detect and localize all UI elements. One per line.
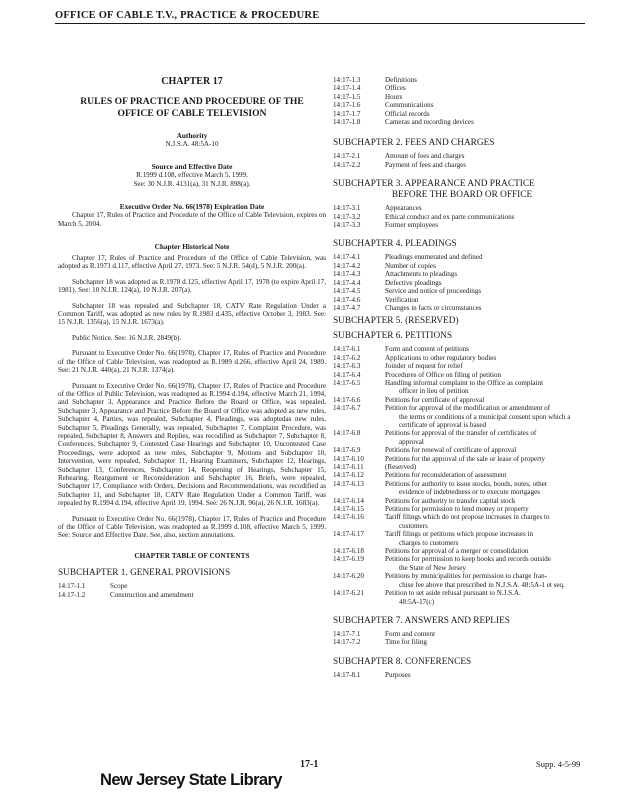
section-number: 14:17-6.3 [333, 362, 361, 371]
section-title-text: Official records [385, 109, 430, 118]
source-heading: Source and Effective Date [151, 162, 233, 172]
section-number: 14:17-6.11 [333, 463, 364, 471]
history-paragraph: Subchapter 18 was repealed and Subchapter 18, CATV Rate Regulation Under a Common Tariff, was adopted as new rules by R.1983 d.435, effective October 3, 1983. See: 15 N.J.R. 1356(a), 15 N.J.R. 1673(a). [58, 301, 326, 327]
section-title [385, 296, 591, 304]
section-title-text: Petitions for reconsideration of assessment [385, 471, 507, 480]
section-title-text: Petitions for approval of a merger or consolidation [385, 547, 529, 556]
toc-right [333, 138, 591, 679]
toc-entry[interactable] [333, 589, 591, 606]
section-title-text: Petitions for permission to lend money or property [385, 505, 529, 514]
section-title-continuation: the terms or conditions of a municipal consent upon which a certificate of approval is based [399, 412, 571, 429]
chapter-title: RULES OF PRACTICE AND PROCEDURE OF THE OFFICE OF CABLE TELEVISION [80, 96, 304, 119]
toc-entry[interactable] [333, 505, 591, 513]
supplement-date: Supp. 4-5-99 [536, 759, 581, 769]
section-title-text: Service and notice of proceedings [385, 287, 482, 296]
section-title [385, 221, 591, 229]
section-title-text: Applications to other regulatory bodies [385, 353, 497, 362]
section-number: 14:17-1.4 [333, 84, 361, 93]
section-title-text: Attachments to pleadings [385, 270, 458, 279]
section-title-text: Form and content [385, 629, 436, 638]
section-title-text: Defective pleadings [385, 278, 442, 287]
section-title-text: Changes in facts or circumstances [385, 303, 482, 312]
section-title [385, 480, 591, 497]
history-heading: Chapter Historical Note [154, 242, 230, 252]
subchapter-heading[interactable] [333, 239, 591, 250]
source-line-1: R.1999 d.108, effective March 5, 1999. [136, 171, 248, 180]
subchapter-title: SUBCHAPTER 3. APPEARANCE AND PRACTICE [333, 179, 535, 190]
toc-entry[interactable] [333, 101, 591, 109]
toc-entry[interactable] [333, 362, 591, 370]
section-number: 14:17-2.1 [333, 152, 361, 161]
section-title-text: Time for filing [385, 638, 427, 647]
section-title [385, 671, 591, 679]
subchapter-title: SUBCHAPTER 1. GENERAL PROVISIONS [58, 568, 231, 579]
section-title [385, 455, 591, 463]
section-title-text: Scope [110, 582, 128, 591]
section-title [385, 513, 591, 530]
section-title [385, 630, 591, 638]
toc-entry[interactable] [333, 262, 591, 270]
section-title [385, 497, 591, 505]
toc-entry[interactable] [333, 379, 591, 396]
subchapter-title: SUBCHAPTER 5. (RESERVED) [333, 316, 459, 327]
toc-entry[interactable] [333, 93, 591, 101]
section-number: 14:17-6.16 [333, 513, 364, 522]
section-number: 14:17-1.6 [333, 101, 361, 110]
section-title-continuation: 48:5A-17(c) [399, 597, 435, 606]
section-title [385, 118, 591, 126]
toc-entry[interactable] [333, 76, 591, 84]
section-title [385, 471, 591, 479]
section-number: 14:17-1.1 [58, 582, 86, 591]
history-paragraph: Pursuant to Executive Order No. 66(1978), Chapter 17, Rules of Practice and Procedure of the Office of Cable Television, was readopted as R.1989 d.266, effective April 24, 1989. See: 21 N.J.R. 440(a), 21 N.J.R. 1374(a). [58, 349, 326, 375]
section-title [385, 404, 591, 429]
executive-order-text: Chapter 17, Rules of Practice and Procedure of the Office of Cable Television, expires on March 5, 2004. [58, 211, 326, 228]
section-number: 14:17-6.19 [333, 555, 364, 564]
section-title-text: Offices [385, 84, 406, 93]
toc-entry[interactable] [333, 213, 591, 221]
section-title [110, 591, 326, 599]
section-number: 14:17-6.21 [333, 589, 364, 598]
left-column [58, 76, 326, 599]
authority-text: N.J.S.A. 48:5A-10 [165, 140, 219, 148]
section-title-text: Petitions for renewal of certificate of approval [385, 446, 517, 455]
section-title-continuation: chise fee above that prescribed in N.J.S.A. 48:5A-1 et seq. [399, 580, 565, 589]
section-title [385, 304, 591, 312]
section-title-text: Number of copies [385, 261, 436, 270]
section-title-text: Petitions for authority to transfer capital stock [385, 496, 516, 505]
section-title-text: Petitions for approval of the transfer of certificates of [385, 429, 537, 438]
toc-entry[interactable] [333, 630, 591, 638]
subchapter-heading[interactable] [333, 316, 591, 327]
subchapter-heading[interactable] [333, 331, 591, 342]
running-header: OFFICE OF CABLE T.V., PRACTICE & PROCEDURE [55, 10, 585, 24]
section-title-text: Amount of fees and charges [385, 152, 465, 161]
section-number: 14:17-6.5 [333, 378, 361, 387]
chapter-number: CHAPTER 17 [161, 76, 223, 87]
section-number: 14:17-3.2 [333, 212, 361, 221]
section-number: 14:17-6.13 [333, 479, 364, 488]
section-number: 14:17-1.3 [333, 76, 361, 84]
section-title [385, 589, 591, 606]
toc-entry[interactable] [333, 345, 591, 353]
section-title [385, 396, 591, 404]
section-number: 14:17-1.2 [58, 590, 86, 599]
section-number: 14:17-6.14 [333, 496, 364, 505]
toc-entry[interactable] [333, 110, 591, 118]
section-title-continuation: evidence of indebtedness or to execute mortgages [399, 488, 541, 497]
history-notes [58, 254, 326, 540]
subchapter-title: SUBCHAPTER 2. FEES AND CHARGES [333, 138, 495, 149]
toc-entry[interactable] [58, 582, 326, 590]
section-title-text: Form and content of petitions [385, 345, 469, 354]
section-title-text: Petitions for permission to keep books and records outside [385, 555, 551, 564]
section-number: 14:17-6.2 [333, 353, 361, 362]
section-number: 14:17-6.9 [333, 446, 361, 455]
section-number: 14:17-4.6 [333, 295, 361, 304]
section-title [385, 101, 591, 109]
toc-entry[interactable] [333, 497, 591, 505]
toc-entry[interactable] [333, 455, 591, 463]
section-title [385, 270, 591, 278]
toc-entry[interactable] [333, 304, 591, 312]
section-title [385, 213, 591, 221]
section-number: 14:17-6.1 [333, 345, 361, 354]
authority-heading: Authority [176, 131, 208, 140]
section-title [385, 110, 591, 118]
section-title [385, 287, 591, 295]
section-title-text: Appearances [385, 204, 422, 213]
section-number: 14:17-6.12 [333, 471, 364, 480]
section-title [385, 572, 591, 589]
section-title [385, 530, 591, 547]
section-number: 14:17-6.7 [333, 404, 361, 413]
subchapter-title-line2: BEFORE THE BOARD OR OFFICE [391, 190, 533, 201]
section-number: 14:17-1.8 [333, 118, 361, 127]
section-title [385, 93, 591, 101]
section-number: 14:17-1.7 [333, 109, 361, 118]
section-title-continuation: charges to customers [399, 538, 459, 547]
toc-entry[interactable] [333, 572, 591, 589]
section-title-text: Communications [385, 101, 434, 110]
toc-entry[interactable] [333, 547, 591, 555]
toc-entry[interactable] [333, 463, 591, 471]
toc-entry[interactable] [333, 296, 591, 304]
section-title-text: Construction and amendment [110, 590, 194, 599]
history-paragraph: Pursuant to Executive Order No. 66(1978), Chapter 17, Rules of Practice and Procedure of the Office of Cable Television, was readopted as R.1999 d.108, effective March 5, 1999. See: Source and Effective Date. See, also, section annotations. [58, 514, 326, 540]
history-paragraph: Subchapter 18 was adopted as R.1978 d.125, effective April 17, 1978 (to expire April 17, 1981). See: 10 N.J.R. 124(a), 10 N.J.R. 207(a). [58, 277, 326, 295]
section-number: 14:17-7.2 [333, 638, 361, 647]
section-title-text: (Reserved) [385, 463, 417, 471]
section-title-text: Hours [385, 92, 403, 101]
section-number: 14:17-4.3 [333, 270, 361, 279]
section-title-text: Definitions [385, 76, 417, 84]
section-title [385, 362, 591, 370]
right-column [333, 76, 591, 679]
section-title [385, 505, 591, 513]
section-title-text: Joinder of request for relief [385, 362, 463, 371]
section-title-text: Pleadings enumerated and defined [385, 253, 483, 262]
toc-entry[interactable] [333, 371, 591, 379]
section-title-text: Former employees [385, 221, 438, 230]
section-number: 14:17-6.17 [333, 530, 364, 539]
toc-continuation [333, 76, 591, 126]
section-title-continuation: approval [399, 437, 424, 446]
page-number: 17-1 [300, 759, 319, 770]
subchapter-heading[interactable] [333, 657, 591, 668]
section-title [385, 345, 591, 353]
library-stamp: New Jersey State Library [100, 771, 282, 789]
section-title [385, 76, 591, 84]
section-title [385, 354, 591, 362]
section-number: 14:17-4.1 [333, 253, 361, 262]
section-title-text: Ethical conduct and ex parte communications [385, 212, 515, 221]
toc-entry[interactable] [333, 354, 591, 362]
subchapter-heading[interactable] [333, 616, 591, 627]
section-number: 14:17-3.1 [333, 204, 361, 213]
section-number: 14:17-6.15 [333, 505, 364, 514]
section-number: 14:17-6.10 [333, 454, 364, 463]
section-title-text: Procedures of Office on filing of petition [385, 370, 502, 379]
history-paragraph: Chapter 17, Rules of Practice and Procedure of the Office of Cable Television, was adopted as R.1973 d.117, effective April 27, 1973. See: 5 N.J.R. 54(d), 5 N.J.R. 200(a). [58, 254, 326, 271]
toc-entry[interactable] [333, 253, 591, 261]
section-title [385, 547, 591, 555]
toc-entry[interactable] [333, 555, 591, 572]
section-title [385, 555, 591, 572]
section-title-text: Petitions by municipalities for permission to charge fran- [385, 572, 548, 581]
section-title [385, 152, 591, 160]
subchapter-title: SUBCHAPTER 6. PETITIONS [333, 331, 453, 342]
section-title [110, 582, 326, 590]
subchapter-heading[interactable] [333, 138, 591, 149]
section-title-text: Petition for approval of the modification or amendment of [385, 404, 551, 413]
toc-entry[interactable] [333, 270, 591, 278]
subchapter-heading[interactable] [58, 568, 326, 579]
history-paragraph: Public Notice. See: 16 N.J.R. 2849(b). [72, 333, 182, 342]
subchapter-title: SUBCHAPTER 4. PLEADINGS [333, 239, 457, 250]
section-number: 14:17-4.5 [333, 287, 361, 296]
toc-entry[interactable] [333, 638, 591, 646]
toc-entry[interactable] [333, 471, 591, 479]
section-number: 14:17-3.3 [333, 221, 361, 230]
section-number: 14:17-6.18 [333, 547, 364, 556]
section-title-continuation: officer in lieu of petition [399, 387, 469, 396]
section-title [385, 446, 591, 454]
section-number: 14:17-4.2 [333, 261, 361, 270]
section-number: 14:17-6.20 [333, 572, 364, 581]
executive-order-heading: Executive Order No. 66(1978) Expiration Date [119, 202, 265, 212]
section-title-continuation: customers [399, 521, 428, 530]
toc-entry[interactable] [333, 396, 591, 404]
section-number: 14:17-4.7 [333, 303, 361, 312]
section-title-text: Tariff filings or petitions which propose increases in [385, 530, 534, 539]
section-title [385, 279, 591, 287]
section-title [385, 84, 591, 92]
toc-entry[interactable] [333, 84, 591, 92]
toc-entry[interactable] [333, 446, 591, 454]
section-title-text: Verification [385, 295, 419, 304]
source-line-2: See: 30 N.J.R. 4131(a), 31 N.J.R. 898(a). [133, 179, 251, 188]
section-number: 14:17-6.6 [333, 395, 361, 404]
section-title [385, 161, 591, 169]
section-title [385, 371, 591, 379]
section-number: 14:17-8.1 [333, 670, 361, 679]
toc-entry[interactable] [333, 118, 591, 126]
section-number: 14:17-7.1 [333, 629, 361, 638]
subchapter-heading[interactable] [333, 179, 591, 201]
section-title [385, 429, 591, 446]
section-number: 14:17-2.2 [333, 160, 361, 169]
toc-entry[interactable] [333, 404, 591, 429]
section-title-text: Payment of fees and charges [385, 160, 467, 169]
section-title-text: Petition to set aside refusal pursuant to N.J.S.A. [385, 589, 521, 598]
toc-heading: CHAPTER TABLE OF CONTENTS [134, 550, 250, 560]
toc-entry[interactable] [333, 429, 591, 446]
toc-entry[interactable] [333, 513, 591, 530]
section-title-text: Petitions for authority to issue stocks, bonds, notes, other [385, 479, 548, 488]
toc-entry[interactable] [333, 287, 591, 295]
toc-left [58, 568, 326, 599]
toc-entry[interactable] [333, 161, 591, 169]
section-title [385, 463, 591, 471]
toc-entry[interactable] [333, 480, 591, 497]
section-title-text: Purposes [385, 670, 411, 679]
section-title-continuation: the State of New Jersey [399, 563, 466, 572]
section-number: 14:17-1.5 [333, 92, 361, 101]
section-title [385, 638, 591, 646]
section-number: 14:17-6.4 [333, 370, 361, 379]
section-title [385, 204, 591, 212]
section-title-text: Tariff filings which do not propose increases in charges to [385, 513, 550, 522]
toc-entry[interactable] [333, 279, 591, 287]
section-title-text: Petitions for the approval of the sale or lease of property [385, 454, 545, 463]
section-title-text: Cameras and recording devices [385, 118, 474, 127]
subchapter-title: SUBCHAPTER 8. CONFERENCES [333, 656, 472, 667]
toc-entry[interactable] [333, 671, 591, 679]
section-title [385, 253, 591, 261]
toc-entry[interactable] [333, 204, 591, 212]
section-title [385, 262, 591, 270]
toc-entry[interactable] [58, 591, 326, 599]
history-paragraph: Pursuant to Executive Order No. 66(1978), Chapter 17, Rules of Practice and Procedure of the Office of Public Television, was readopted as R.1994 d.194, effective March 21, 1994, and Subchapter 3, Appearance and Practice Before the Board or Office, was repealed, Subchapter 3, Appearance and Practice Before the Board or Office was adopted as new rules, Subchapter 4, Parties, was repealed, Subchapter 4, Pleadings, was adoptedas new rules, Subchapter 5, Pleadings Generally, was repealed, Subchapter 7, Complaint Procedure, was repealed, Subchapter 8, Answers and Replies, was recodified as Subchapter 7, Subchapter 8, Conferences, Subchapter 9, Contested Case Hearings and Subchapter 10, Uncontested Case Proceedings, were adopted as new rules, Subchapter 9, Motions and Subchapter 10, Intervention, were repealed, Subchapter 11, Hearing Examiners, Subchapter 12, Hearings, Subchapter 13, Conferences, Subchapter 14, Reopening of Hearings, Subchapter 15, Rehearing, Reargument or Reconsideration and Subchapter 16, Briefs, were repealed, Subchapter 17, Compliance with Orders, Decisions and Recommendations, was recodified as Subchapter 11, and Subchapter 18, CATV Rate Regulation Under a Common Tariff, was repealed by R.1994 d.194, effective April 19, 1994. See: 26 N.J.R. 96(a), 26 N.J.R. 1683(a). [58, 381, 326, 508]
section-title [385, 379, 591, 396]
section-title-text: Handling informal complaint to the Office as complaint [385, 378, 544, 387]
section-number: 14:17-6.8 [333, 429, 361, 438]
toc-entry[interactable] [333, 530, 591, 547]
subchapter-title: SUBCHAPTER 7. ANSWERS AND REPLIES [333, 615, 510, 626]
toc-entry[interactable] [333, 152, 591, 160]
toc-entry[interactable] [333, 221, 591, 229]
section-title-text: Petitions for certificate of approval [385, 395, 485, 404]
section-number: 14:17-4.4 [333, 278, 361, 287]
